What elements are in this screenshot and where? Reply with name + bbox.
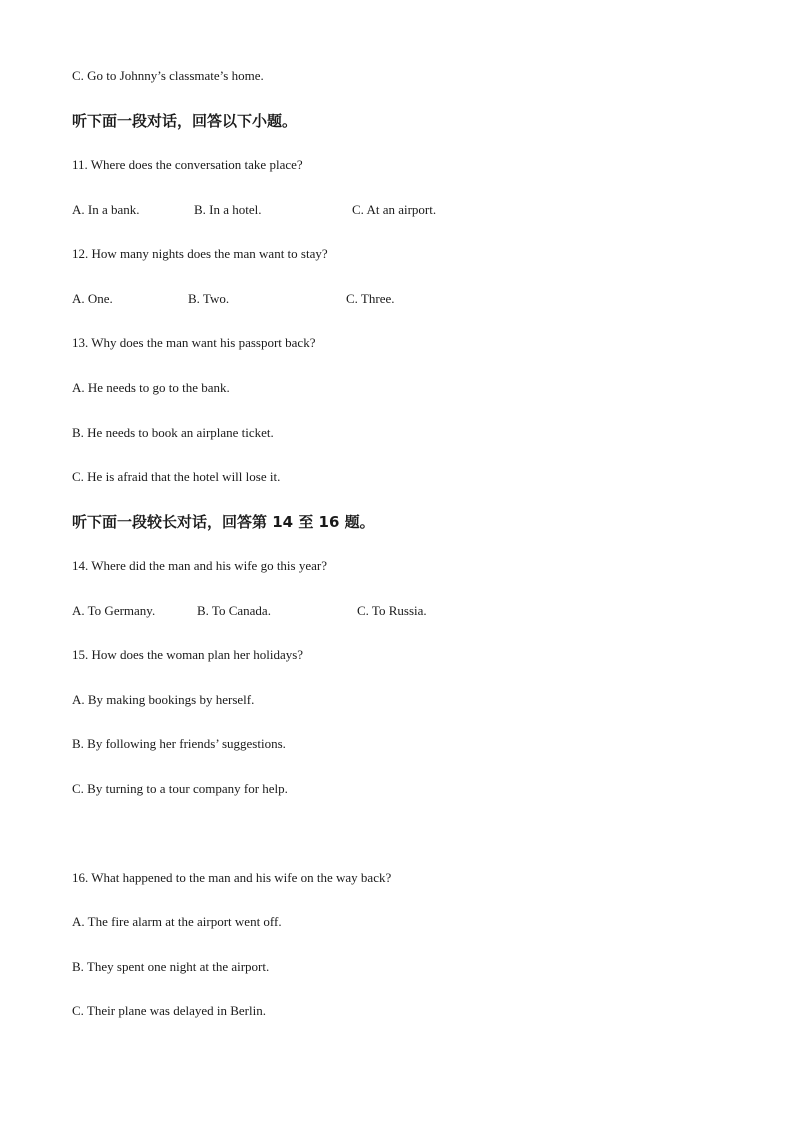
option-10c: C. Go to Johnny’s classmate’s home. [72,68,264,83]
option-13a: A. He needs to go to the bank. [72,380,230,395]
section-heading-1: 听下面一段对话，回答以下小题。 [72,112,298,130]
option-13c: C. He is afraid that the hotel will lose it. [72,469,281,484]
section-heading-2: 听下面一段较长对话，回答第 14 至 16 题。 [72,513,375,531]
question-15: 15. How does the woman plan her holidays? [72,647,304,662]
option-12b: B. Two. [188,291,230,306]
question-14: 14. Where did the man and his wife go this year? [72,558,327,573]
option-11c: C. At an airport. [352,202,437,217]
option-15b: B. By following her friends’ suggestions. [72,736,286,751]
option-13b: B. He needs to book an airplane ticket. [72,425,274,440]
option-14b: B. To Canada. [197,603,271,618]
option-11b: B. In a hotel. [194,202,262,217]
question-12: 12. How many nights does the man want to stay? [72,246,328,261]
option-14a: A. To Germany. [72,603,156,618]
option-16c: C. Their plane was delayed in Berlin. [72,1003,266,1018]
option-16a: A. The fire alarm at the airport went off. [72,914,282,929]
question-16: 16. What happened to the man and his wife on the way back? [72,870,392,885]
question-11: 11. Where does the conversation take place? [72,157,303,172]
option-11a: A. In a bank. [72,202,140,217]
option-12a: A. One. [72,291,113,306]
option-15c: C. By turning to a tour company for help. [72,781,288,796]
option-14c: C. To Russia. [357,603,427,618]
question-13: 13. Why does the man want his passport back? [72,335,316,350]
option-16b: B. They spent one night at the airport. [72,959,270,974]
option-15a: A. By making bookings by herself. [72,692,255,707]
option-12c: C. Three. [346,291,395,306]
